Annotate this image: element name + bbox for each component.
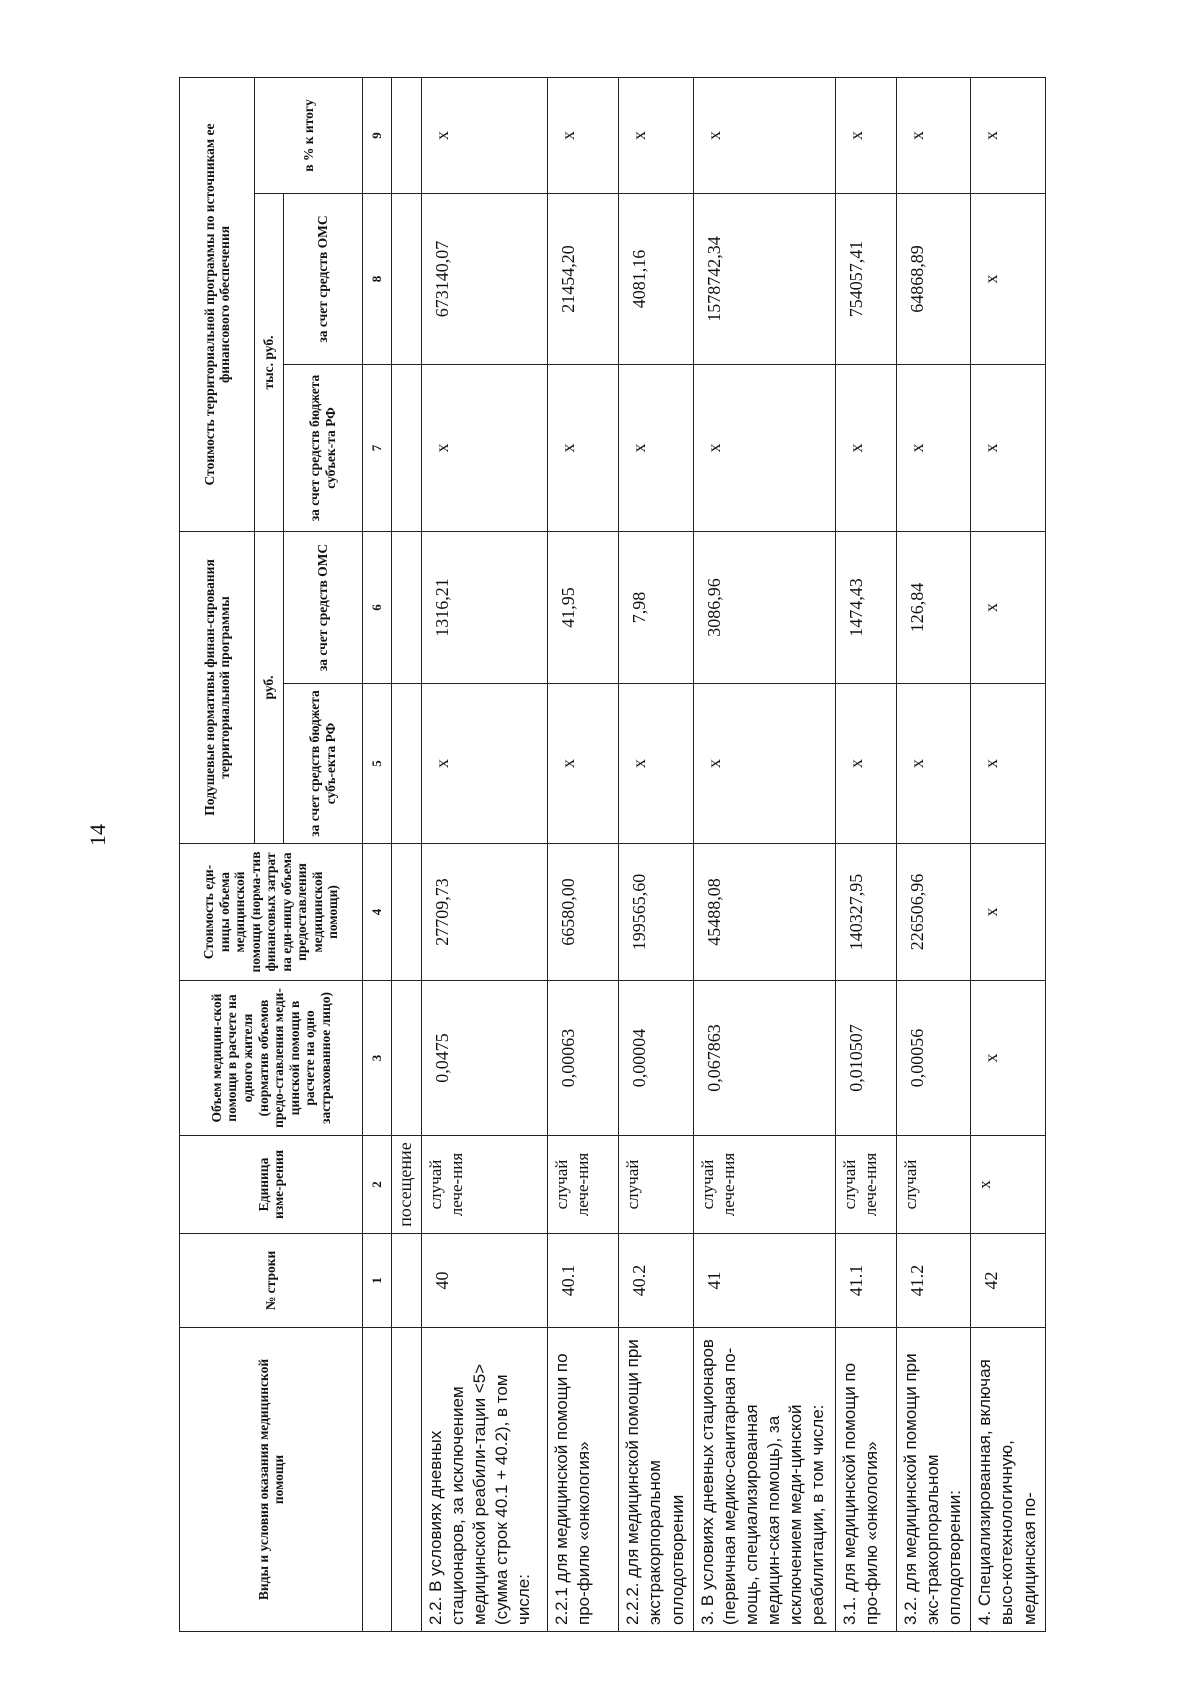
header-budget-cost: за счет средств бюджета субъек-та РФ xyxy=(283,365,362,532)
header-unit: Единица изме-рения xyxy=(180,1136,363,1234)
header-rub: руб. xyxy=(255,532,283,844)
volume-cell: 0,00056 xyxy=(896,981,971,1136)
oms-cost-cell: х xyxy=(971,194,1046,365)
header-tys-rub: тыс. руб. xyxy=(255,194,283,532)
oms-cost-cell: 64868,89 xyxy=(896,194,971,365)
col-number: 4 xyxy=(363,844,391,981)
percent-cell: х xyxy=(693,77,835,193)
oms-cost-cell: 4081,16 xyxy=(619,194,694,365)
col-number: 1 xyxy=(363,1234,391,1328)
row-name: 4. Специализированная, включая высо-котехнологичную, медицинская по- xyxy=(971,1328,1046,1632)
oms-norm-cell: х xyxy=(971,532,1046,684)
row-number: 40 xyxy=(422,1234,548,1328)
table-row xyxy=(896,77,971,1631)
budget-cost-cell: х xyxy=(971,365,1046,532)
row-name: 2.2.2. для медицинской помощи при экстракорпоральном оплодотворении xyxy=(619,1328,694,1632)
oms-cost-cell: 21454,20 xyxy=(548,194,619,365)
row-number: 40.2 xyxy=(619,1234,694,1328)
percent-cell: х xyxy=(835,77,896,193)
budget-cost-cell: х xyxy=(619,365,694,532)
budget-norm-cell: х xyxy=(971,684,1046,844)
row-number: 41 xyxy=(693,1234,835,1328)
row-name: 2.2.1 для медицинской помощи по про-филю «онкология» xyxy=(548,1328,619,1632)
table-row xyxy=(971,77,1046,1631)
budget-cost-cell: х xyxy=(835,365,896,532)
unit-cost-cell: 66580,00 xyxy=(548,844,619,981)
percent-cell: х xyxy=(971,77,1046,193)
budget-norm-cell: х xyxy=(896,684,971,844)
budget-cost-cell: х xyxy=(548,365,619,532)
percent-cell: х xyxy=(619,77,694,193)
unit-cell: случай xyxy=(619,1136,694,1234)
financing-table xyxy=(179,77,1046,1632)
volume-cell: 0,067863 xyxy=(693,981,835,1136)
col-number: 2 xyxy=(363,1136,391,1234)
page-number: 14 xyxy=(85,824,110,846)
row-number: 40.1 xyxy=(548,1234,619,1328)
partial-row xyxy=(391,77,422,1631)
unit-cell: х xyxy=(971,1136,1046,1234)
unit-cell: случай лече-ния xyxy=(693,1136,835,1234)
oms-norm-cell: 126,84 xyxy=(896,532,971,684)
row-number: 41.1 xyxy=(835,1234,896,1328)
oms-norm-cell: 7,98 xyxy=(619,532,694,684)
oms-cost-cell: 1578742,34 xyxy=(693,194,835,365)
unit-cell: случай лече-ния xyxy=(548,1136,619,1234)
unit-cost-cell: 226506,96 xyxy=(896,844,971,981)
col-number: 8 xyxy=(363,194,391,365)
unit-cost-cell: 140327,95 xyxy=(835,844,896,981)
budget-cost-cell: х xyxy=(896,365,971,532)
row-name: 2.2. В условиях дневных стационаров, за исключением медицинской реабили-тации <5> (сумма строк 40.1 + 40.2), в том числе: xyxy=(422,1328,548,1632)
row-name: 3.2. для медицинской помощи при экс-тракорпоральном оплодотворении: xyxy=(896,1328,971,1632)
oms-cost-cell: 754057,41 xyxy=(835,194,896,365)
unit-cost-cell: 45488,08 xyxy=(693,844,835,981)
volume-cell: х xyxy=(971,981,1046,1136)
col-number: 5 xyxy=(363,684,391,844)
col-number: 9 xyxy=(363,77,391,193)
header-types: Виды и условия оказания медицинской помощи xyxy=(180,1328,363,1632)
col-number xyxy=(363,1328,391,1632)
col-number: 6 xyxy=(363,532,391,684)
col-number: 7 xyxy=(363,365,391,532)
column-numbers-row xyxy=(363,77,391,1631)
header-row-no: № строки xyxy=(180,1234,363,1328)
volume-cell: 0,00004 xyxy=(619,981,694,1136)
unit-cell: случай лече-ния xyxy=(422,1136,548,1234)
header-volume: Объем медицин-ской помощи в расчете на одного жителя (норматив объемов предо-ставления меди-цинской помощи в расчете на одно застрахованное лицо) xyxy=(180,981,363,1136)
volume-cell: 0,0475 xyxy=(422,981,548,1136)
oms-cost-cell: 673140,07 xyxy=(422,194,548,365)
percent-cell: х xyxy=(548,77,619,193)
percent-cell: х xyxy=(422,77,548,193)
header-oms-cost: за счет средств ОМС xyxy=(283,194,362,365)
oms-norm-cell: 1474,43 xyxy=(835,532,896,684)
volume-cell: 0,010507 xyxy=(835,981,896,1136)
budget-norm-cell: х xyxy=(693,684,835,844)
oms-norm-cell: 3086,96 xyxy=(693,532,835,684)
percent-cell: х xyxy=(896,77,971,193)
budget-norm-cell: х xyxy=(835,684,896,844)
row-name: 3. В условиях дневных стационаров (первичная медико-санитарная по-мощь, специализированная медицин-ская помощь), за исключением меди-цинской реабилитации, в том числе: xyxy=(693,1328,835,1632)
budget-norm-cell: х xyxy=(548,684,619,844)
budget-cost-cell: х xyxy=(422,365,548,532)
unit-cost-cell: 27709,73 xyxy=(422,844,548,981)
header-oms-norm: за счет средств ОМС xyxy=(283,532,362,684)
budget-norm-cell: х xyxy=(422,684,548,844)
table-row xyxy=(422,77,548,1631)
oms-norm-cell: 41,95 xyxy=(548,532,619,684)
header-percent: в % к итогу xyxy=(255,77,363,193)
row-number: 42 xyxy=(971,1234,1046,1328)
unit-cell: случай xyxy=(896,1136,971,1234)
header-budget-norm: за счет средств бюджета субъ-екта РФ xyxy=(283,684,362,844)
col-number: 3 xyxy=(363,981,391,1136)
oms-norm-cell: 1316,21 xyxy=(422,532,548,684)
unit-cost-cell: х xyxy=(971,844,1046,981)
unit-cell: посещение xyxy=(391,1136,422,1234)
unit-cell: случай лече-ния xyxy=(835,1136,896,1234)
table-row xyxy=(693,77,835,1631)
header-unit-cost: Стоимость еди-ницы объема медицинской помощи (норма-тив финансовых затрат на еди-ницу объема предоставления медицинской помощи) xyxy=(180,844,363,981)
header-group-norms: Подушевые нормативы финан-сирования территориальной программы xyxy=(180,532,255,844)
rotated-table-container xyxy=(179,78,1046,1632)
header-group-cost: Стоимость территориальной программы по источникам ее финансового обеспечения xyxy=(180,77,255,531)
row-name: 3.1. для медицинской помощи по про-филю «онкология» xyxy=(835,1328,896,1632)
budget-cost-cell: х xyxy=(693,365,835,532)
volume-cell: 0,00063 xyxy=(548,981,619,1136)
row-number: 41.2 xyxy=(896,1234,971,1328)
budget-norm-cell: х xyxy=(619,684,694,844)
unit-cost-cell: 199565,60 xyxy=(619,844,694,981)
table-row xyxy=(835,77,896,1631)
table-row xyxy=(619,77,694,1631)
table-row xyxy=(548,77,619,1631)
